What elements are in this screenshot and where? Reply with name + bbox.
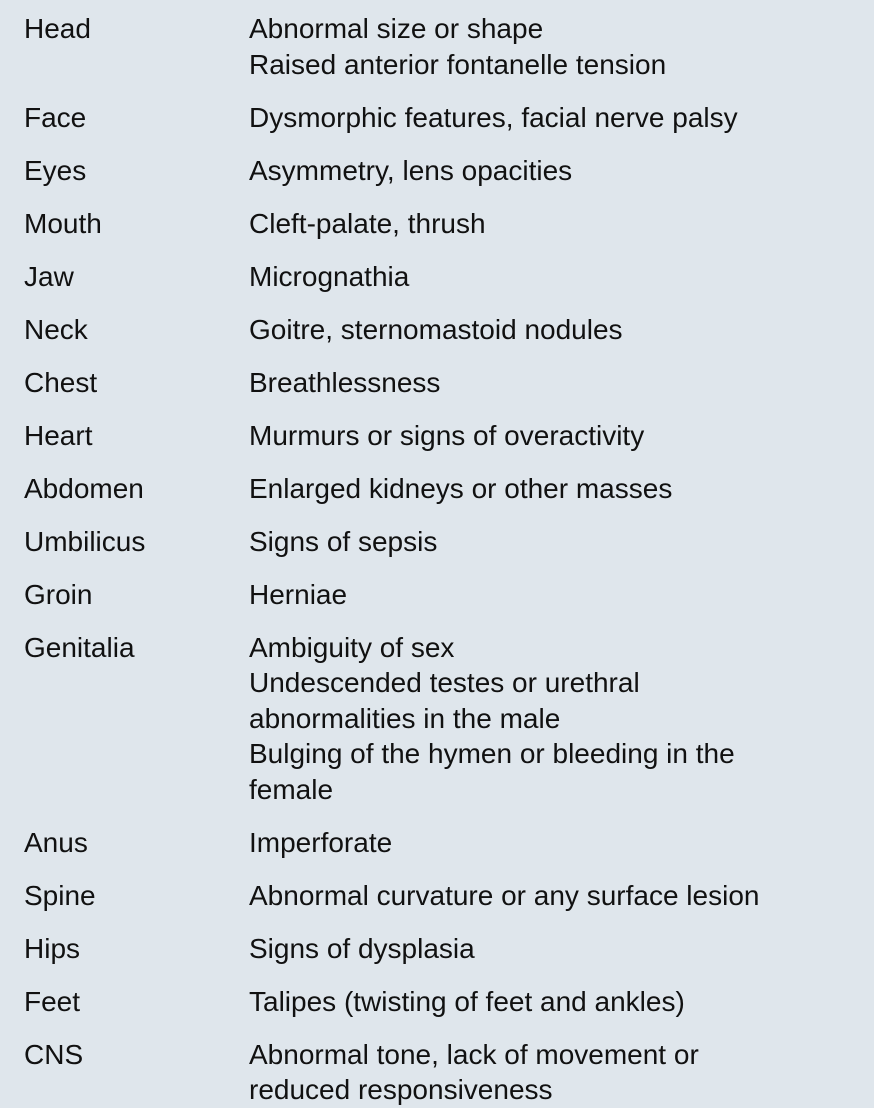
finding-text: Signs of dysplasia (249, 932, 475, 964)
findings-cell (248, 524, 874, 560)
region-label: Abdomen (24, 472, 144, 504)
table-row (0, 825, 874, 861)
region-label: Jaw (24, 260, 74, 292)
region-label: Hips (24, 932, 81, 964)
finding-text: Herniae (249, 578, 348, 610)
table-row (0, 206, 874, 242)
region-label: Eyes (24, 154, 87, 186)
finding-text: Micrognathia (249, 260, 410, 292)
findings-cell (248, 365, 874, 401)
finding-text: Imperforate (249, 826, 393, 858)
table-row (0, 630, 874, 808)
findings-cell (248, 100, 874, 136)
region-label: Chest (24, 366, 98, 398)
finding-text: Asymmetry, lens opacities (249, 154, 573, 186)
findings-cell (248, 825, 874, 861)
finding-text: Ambiguity of sex (249, 631, 455, 663)
region-label: Anus (24, 826, 88, 858)
finding-text: abnormalities in the male (249, 702, 561, 734)
region-label: Face (24, 101, 87, 133)
table-row (0, 984, 874, 1020)
findings-cell (248, 931, 874, 967)
findings-cell (248, 577, 874, 613)
findings-cell (248, 206, 874, 242)
region-label: Feet (24, 985, 81, 1017)
finding-text: Breathlessness (249, 366, 441, 398)
finding-text: Abnormal size or shape (249, 13, 544, 44)
table-row (0, 418, 874, 454)
finding-text: Murmurs or signs of overactivity (249, 419, 645, 451)
finding-text: Raised anterior fontanelle tension (249, 48, 667, 80)
region-label: Head (24, 13, 91, 44)
finding-text: Abnormal tone, lack of movement or (249, 1038, 699, 1070)
finding-text: Goitre, sternomastoid nodules (249, 313, 623, 345)
findings-cell (248, 471, 874, 507)
table-row (0, 1037, 874, 1108)
finding-text: Dysmorphic features, facial nerve palsy (249, 101, 738, 133)
table-row (0, 312, 874, 348)
table-row (0, 931, 874, 967)
finding-text: Undescended testes or urethral (249, 667, 640, 698)
region-label: Mouth (24, 207, 102, 239)
finding-text: Bulging of the hymen or bleeding in the (249, 738, 735, 769)
table-row (0, 153, 874, 189)
finding-text: reduced responsiveness (249, 1074, 553, 1105)
table-row (0, 100, 874, 136)
table-row (0, 878, 874, 914)
region-label: Neck (24, 313, 88, 345)
findings-cell (248, 984, 874, 1020)
findings-cell (248, 11, 874, 82)
region-label: Heart (24, 419, 93, 451)
findings-cell (248, 1037, 874, 1108)
table-row (0, 11, 874, 82)
findings-cell (248, 259, 874, 295)
finding-text: Abnormal curvature or any surface lesion (249, 879, 760, 911)
table-row (0, 365, 874, 401)
region-label: Genitalia (24, 631, 135, 663)
findings-cell (248, 878, 874, 914)
finding-text: Cleft-palate, thrush (249, 207, 486, 239)
finding-text: Signs of sepsis (249, 525, 438, 557)
region-label: Umbilicus (24, 525, 146, 557)
findings-cell (248, 630, 874, 808)
table-row (0, 471, 874, 507)
finding-text: Talipes (twisting of feet and ankles) (249, 985, 685, 1017)
findings-cell (248, 312, 874, 348)
findings-cell (248, 153, 874, 189)
table-row (0, 577, 874, 613)
finding-text: Enlarged kidneys or other masses (249, 472, 673, 504)
table-row (0, 259, 874, 295)
region-label: Spine (24, 879, 96, 911)
table-row (0, 524, 874, 560)
region-label: Groin (24, 578, 93, 610)
finding-text: female (249, 773, 334, 805)
findings-cell (248, 418, 874, 454)
region-label: CNS (24, 1038, 84, 1070)
